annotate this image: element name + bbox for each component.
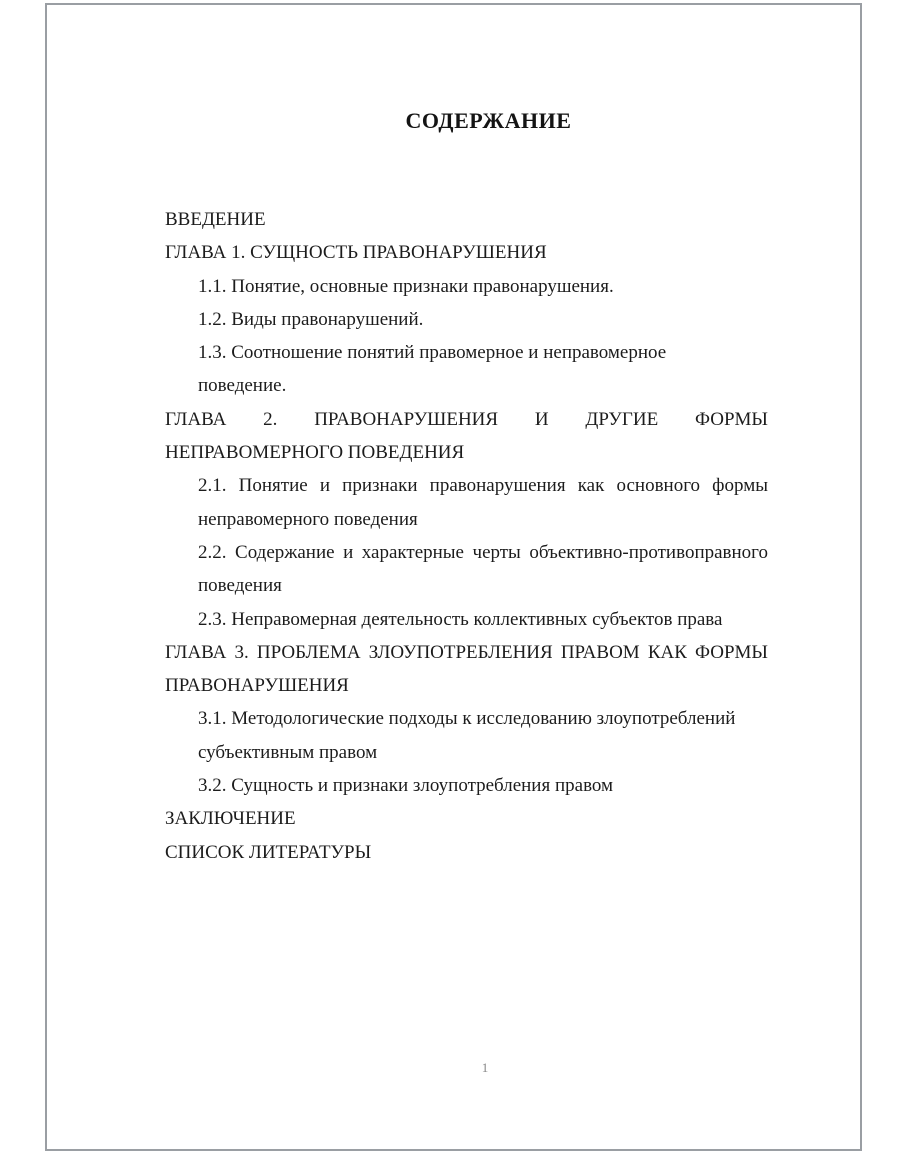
toc-item-chapter-1: ГЛАВА 1. СУЩНОСТЬ ПРАВОНАРУШЕНИЯ [165,242,547,264]
toc-item-1-1: 1.1. Понятие, основные признаки правонарушения. [198,275,614,297]
page-title: СОДЕРЖАНИЕ [405,108,572,133]
toc-item-1-3-line-1: 1.3. Соотношение понятий правомерное и неправомерное [198,342,667,364]
toc-item-1-2: 1.2. Виды правонарушений. [198,308,424,330]
toc-item-conclusion: ЗАКЛЮЧЕНИЕ [165,808,296,830]
toc-item-chapter-3-line-2: ПРАВОНАРУШЕНИЯ [165,675,349,697]
toc-item-2-2-line-2: поведения [198,575,282,597]
toc-item-3-2: 3.2. Сущность и признаки злоупотребления правом [198,775,614,797]
table-of-contents [165,203,768,869]
toc-item-chapter-2-line-2: НЕПРАВОМЕРНОГО ПОВЕДЕНИЯ [165,442,465,464]
page-number: 1 [481,1060,489,1075]
toc-item-bibliography: СПИСОК ЛИТЕРАТУРЫ [165,841,372,863]
toc-item-chapter-3-line-1: ГЛАВА 3. ПРОБЛЕМА ЗЛОУПОТРЕБЛЕНИЯ ПРАВОМ КАК ФОРМЫ [165,641,768,663]
toc-item-3-1-line-2: субъективным правом [198,741,378,763]
toc-item-2-1-line-1: 2.1. Понятие и признаки правонарушения как основного формы [198,475,768,497]
toc-item-1-3-line-2: поведение. [198,375,287,397]
toc-item-2-2-line-1: 2.2. Содержание и характерные черты объективно-противоправного [198,541,768,563]
toc-item-3-1-line-1: 3.1. Методологические подходы к исследованию злоупотреблений [198,708,736,730]
toc-item-introduction: ВВЕДЕНИЕ [165,209,266,230]
toc-item-chapter-2-line-1: ГЛАВА 2. ПРАВОНАРУШЕНИЯ И ДРУГИЕ ФОРМЫ [165,408,768,430]
toc-item-2-3: 2.3. Неправомерная деятельность коллективных субъектов права [198,608,723,630]
toc-item-2-1-line-2: неправомерного поведения [198,508,418,530]
